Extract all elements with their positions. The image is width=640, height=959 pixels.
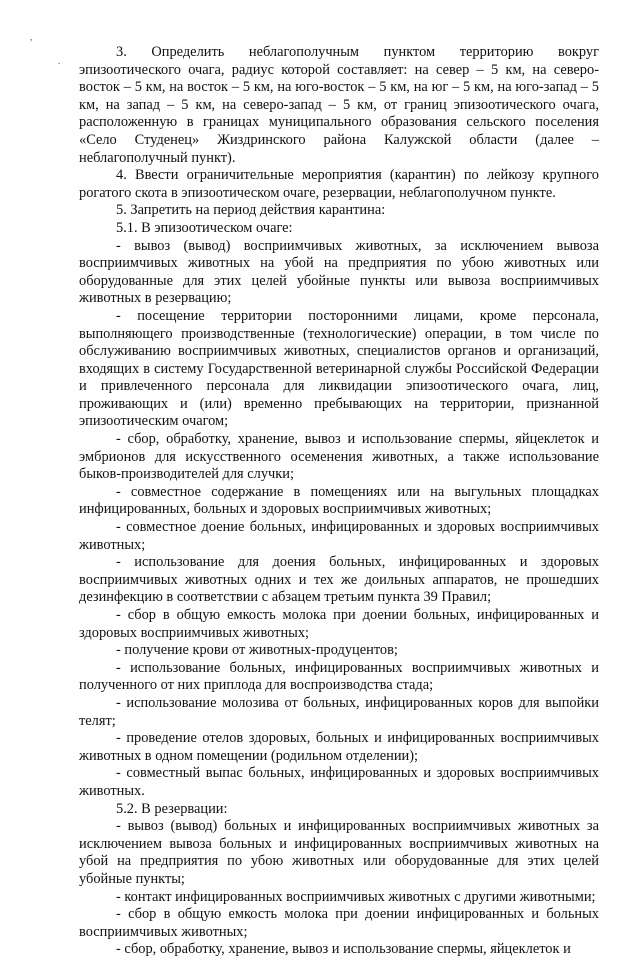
scan-speck: , <box>30 32 33 42</box>
scan-speck: . <box>58 56 61 66</box>
document-body <box>79 44 599 959</box>
list-item: - сбор в общую емкость молока при доении инфицированных и больных восприимчивых животных; <box>79 906 599 940</box>
list-item: - проведение отелов здоровых, больных и инфицированных восприимчивых животных в одном помещении (родильном отделении); <box>79 730 599 764</box>
list-item: - контакт инфицированных восприимчивых животных с другими животными; <box>116 888 596 905</box>
paragraph-3-unfavorable-point: 3. Определить неблагополучным пунктом территорию вокруг эпизоотического очага, радиус которой составляет: на север – 5 км, на северо-восток – 5 км, на восток – 5 км, на юго-восток – 5 км, на юг – 5 км, на юго-запад – 5 км, на запад – 5 км, на северо-запад – 5 км, от границ эпизоотического очага, расположенную в границах муниципального образования сельского поселения «Село Студенец» Жиздринского района Калужской области (далее – неблагополучный пункт). <box>79 44 599 166</box>
list-item: - сбор, обработку, хранение, вывоз и использование спермы, яйцеклеток и эмбрионов для искусственного осеменения животных, а также использование быков-производителей для случки; <box>79 431 599 483</box>
list-item: - вывоз (вывод) больных и инфицированных восприимчивых животных за исключением вывоза больных и инфицированных восприимчивых животных на убой на предприятия по убою животных или оборудованные для этих целей убойные пункты; <box>79 818 599 887</box>
paragraph-5-2-heading: 5.2. В резервации: <box>116 800 228 817</box>
list-item: - сбор в общую емкость молока при доении больных, инфицированных и здоровых восприимчивых животных; <box>79 607 599 641</box>
list-item: - совместное доение больных, инфицированных и здоровых восприимчивых животных; <box>79 519 599 553</box>
list-item: - сбор, обработку, хранение, вывоз и использование спермы, яйцеклеток и <box>116 941 571 958</box>
list-item: - посещение территории посторонними лицами, кроме персонала, выполняющего производственные (технологические) операции, в том числе по обслуживанию восприимчивых животных, специалистов органов и организаций, входящих в систему Государственной ветеринарной службы Российской Федерации и привлеченного персонала для ликвидации эпизоотического очага, лиц, проживающих и (или) временно пребывающих на территории, признанной эпизоотическим очагом; <box>79 307 599 430</box>
list-item: - получение крови от животных-продуцентов; <box>116 642 398 659</box>
paragraph-5-1-heading: 5.1. В эпизоотическом очаге: <box>116 219 293 236</box>
list-item: - использование для доения больных, инфицированных и здоровых восприимчивых животных одних и тех же доильных аппаратов, не прошедших дезинфекцию в соответствии с абзацем третьим пункта 39 Правил; <box>79 554 599 606</box>
paragraph-5-prohibitions: 5. Запретить на период действия карантина: <box>116 202 386 219</box>
list-item: - совместный выпас больных, инфицированных и здоровых восприимчивых животных. <box>79 765 599 799</box>
list-item: - использование больных, инфицированных восприимчивых животных и полученного от них приплода для воспроизводства стада; <box>79 659 599 694</box>
list-item: - вывоз (вывод) восприимчивых животных, за исключением вывоза восприимчивых животных на убой на предприятия по убою животных или оборудованные для этих целей убойные пункты или вывоза восприимчивых животных в резервацию; <box>79 237 599 307</box>
list-item: - совместное содержание в помещениях или на выгульных площадках инфицированных, больных и здоровых восприимчивых животных; <box>79 483 599 518</box>
paragraph-4-quarantine: 4. Ввести ограничительные мероприятия (карантин) по лейкозу крупного рогатого скота в эпизоотическом очаге, резервации, неблагополучном пункте. <box>79 167 599 201</box>
list-item: - использование молозива от больных, инфицированных коров для выпойки телят; <box>79 694 599 729</box>
